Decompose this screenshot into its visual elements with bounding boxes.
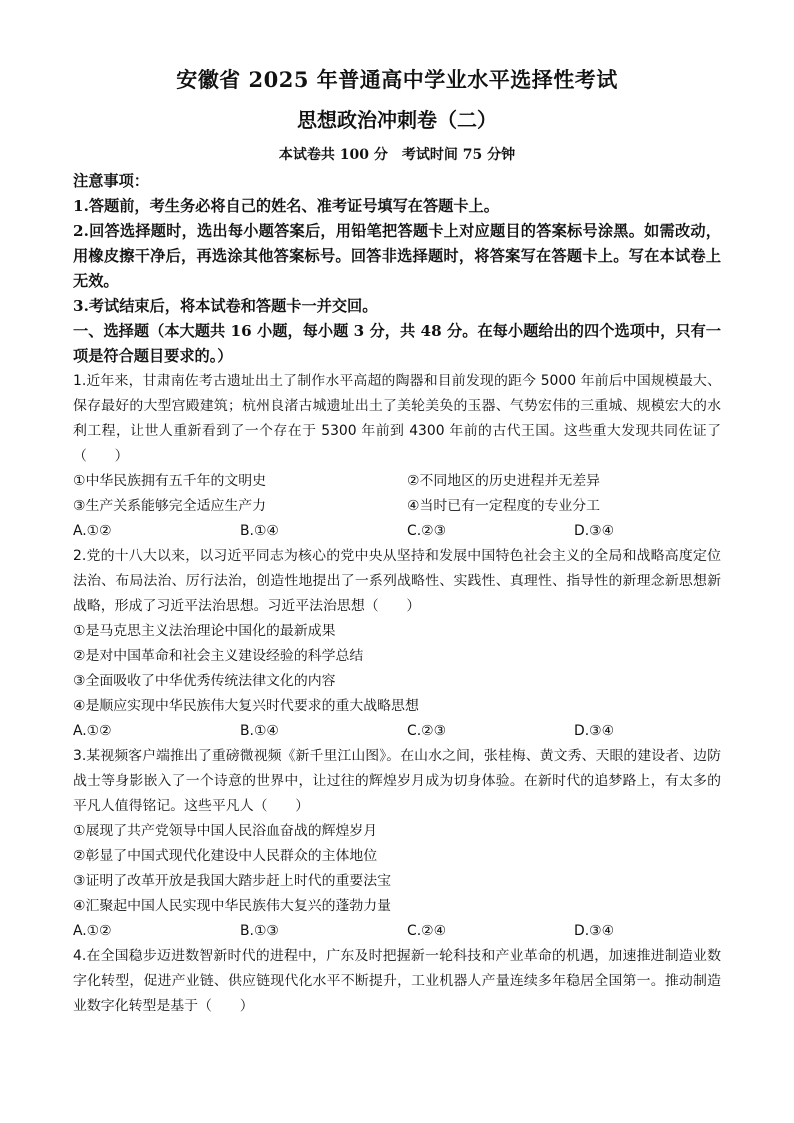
choice-c: C.②③: [407, 723, 447, 739]
choice-d: D.③④: [574, 723, 615, 739]
option-item: ③证明了改革开放是我国大踏步赶上时代的重要法宝: [73, 873, 392, 889]
choice-b: B.①④: [240, 523, 279, 539]
section-heading: 一、选择题（本大题共 16 小题，每小题 3 分，共 48 分。在每小题给出的四个选项中，只有一项是符合题目要求的。）: [73, 322, 721, 365]
option-item: ④是顺应实现中华民族伟大复兴时代要求的重大战略思想: [73, 698, 419, 714]
question-4: [73, 944, 721, 1019]
option-item: ②不同地区的历史进程并无差异: [407, 473, 601, 489]
answer-choices: [73, 719, 721, 744]
option-item: ①展现了共产党领导中国人民浴血奋战的辉煌岁月: [73, 823, 378, 839]
choice-c: C.②④: [407, 923, 447, 939]
option-item: ③生产关系能够完全适应生产力: [73, 498, 267, 514]
option-list: [73, 469, 721, 519]
choice-d: D.③④: [574, 923, 615, 939]
question-stem: 2.党的十八大以来，以习近平同志为核心的党中央从坚持和发展中国特色社会主义的全局和战略高度定位法治、布局法治、厉行法治，创造性地提出了一系列战略性、实践性、真理性、指导性的新理念新思想新战略，形成了习近平法治思想。习近平法治思想（ ）: [73, 548, 721, 614]
choice-a: A.①②: [73, 723, 112, 739]
note-item: 3.考试结束后，将本试卷和答题卡一并交回。: [73, 297, 378, 315]
choice-b: B.①③: [240, 923, 279, 939]
notes-section: [73, 169, 721, 319]
question-1: [73, 369, 721, 544]
option-item: ②是对中国革命和社会主义建设经验的科学总结: [73, 648, 364, 664]
question-stem: 1.近年来，甘肃南佐考古遗址出土了制作水平高超的陶器和目前发现的距今 5000 年前后中国规模最大、保存最好的大型宫殿建筑；杭州良渚古城遗址出土了美轮美奂的玉器、气势宏伟的三重城、规模宏大的水利工程，让世人重新看到了一个存在于 5300 年前到 4300 年前的古代王国。这些重大发现共同佐证了（ ）: [73, 373, 721, 464]
option-item: ④汇聚起中国人民实现中华民族伟大复兴的蓬勃力量: [73, 898, 392, 914]
option-item: ①中华民族拥有五千年的文明史: [73, 473, 267, 489]
exam-body: [73, 169, 721, 1019]
exam-title: 安徽省 2025 年普通高中学业水平选择性考试: [176, 67, 618, 92]
exam-info: 本试卷共 100 分 考试时间 75 分钟: [278, 147, 516, 163]
choice-b: B.①④: [240, 723, 279, 739]
choice-a: A.①②: [73, 923, 112, 939]
choice-a: A.①②: [73, 523, 112, 539]
option-item: ②彰显了中国式现代化建设中人民群众的主体地位: [73, 848, 378, 864]
choice-c: C.②③: [407, 523, 447, 539]
notes-heading: 注意事项：: [73, 172, 149, 190]
note-item: 1.答题前，考生务必将自己的姓名、准考证号填写在答题卡上。: [73, 197, 499, 215]
answer-choices: [73, 919, 721, 944]
question-stem: 4.在全国稳步迈进数智新时代的进程中，广东及时把握新一轮科技和产业革命的机遇，加速推进制造业数字化转型，促进产业链、供应链现代化水平不断提升，工业机器人产量连续多年稳居全国第一。推动制造业数字化转型是基于（ ）: [73, 948, 721, 1014]
exam-subtitle: 思想政治冲刺卷（二）: [297, 108, 497, 132]
choice-d: D.③④: [574, 523, 615, 539]
answer-choices: [73, 519, 721, 544]
question-3: [73, 744, 721, 944]
note-item: 2.回答选择题时，选出每小题答案后，用铅笔把答题卡上对应题目的答案标号涂黑。如需改动，用橡皮擦干净后，再选涂其他答案标号。回答非选择题时，将答案写在答题卡上。写在本试卷上无效。: [73, 222, 721, 290]
option-item: ①是马克思主义法治理论中国化的最新成果: [73, 623, 336, 639]
question-stem: 3.某视频客户端推出了重磅微视频《新千里江山图》。在山水之间，张桂梅、黄文秀、天眼的建设者、边防战士等身影嵌入了一个诗意的世界中，让过往的辉煌岁月成为切身体验。在新时代的追梦路上，有太多的平凡人值得铭记。这些平凡人（ ）: [73, 748, 721, 814]
option-item: ④当时已有一定程度的专业分工: [407, 498, 601, 514]
question-2: [73, 544, 721, 744]
option-item: ③全面吸收了中华优秀传统法律文化的内容: [73, 673, 336, 689]
